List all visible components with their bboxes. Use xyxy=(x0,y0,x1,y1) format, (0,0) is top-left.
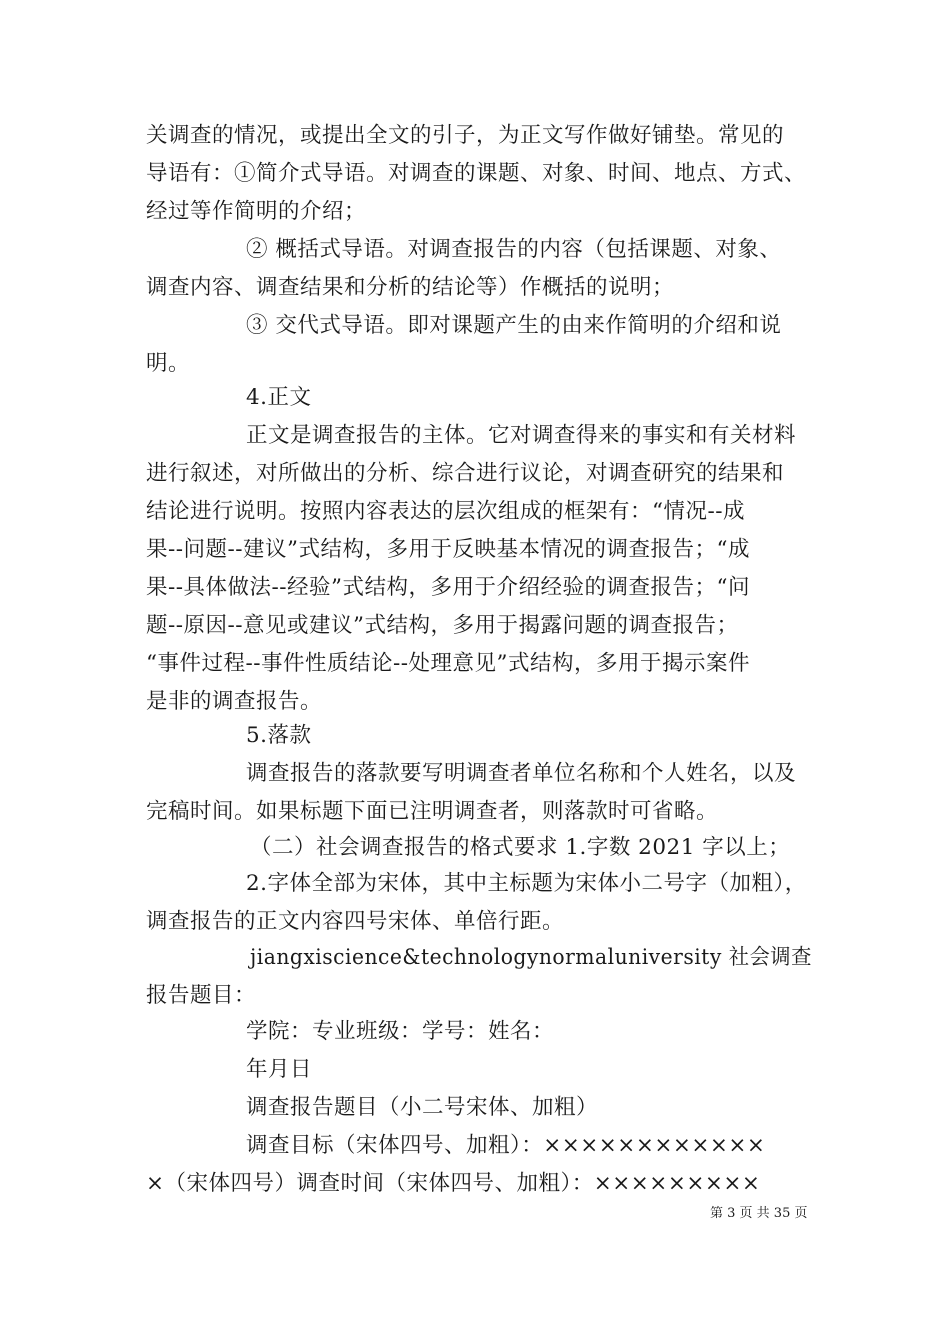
text-line: 完稿时间。如果标题下面已注明调查者，则落款时可省略。 xyxy=(146,799,719,824)
text-line: 果--具体做法--经验”式结构，多用于介绍经验的调查报告；“问 xyxy=(146,575,751,600)
text-line: 学院：专业班级：学号：姓名： xyxy=(246,1019,555,1044)
text-line: 题--原因--意见或建议”式结构，多用于揭露问题的调查报告； xyxy=(146,613,739,638)
text-line: 果--问题--建议”式结构，多用于反映基本情况的调查报告；“成 xyxy=(146,537,751,562)
text-line: 调查内容、调查结果和分析的结论等）作概括的说明； xyxy=(146,275,675,300)
text-line: （二）社会调查报告的格式要求 1.字数 2021 字以上； xyxy=(250,835,791,860)
text-line: 2.字体全部为宋体，其中主标题为宋体小二号字（加粗）， xyxy=(246,871,807,896)
section-heading: 4.正文 xyxy=(246,385,312,410)
text-line: 进行叙述，对所做出的分析、综合进行议论，对调查研究的结果和 xyxy=(146,461,785,486)
text-line: 明。 xyxy=(146,351,191,376)
page-number-footer: 第 3 页 共 35 页 xyxy=(710,1206,808,1221)
text-line: 调查报告的落款要写明调查者单位名称和个人姓名，以及 xyxy=(246,761,797,786)
text-line: 经过等作简明的介绍； xyxy=(146,199,367,224)
text-line: ③ 交代式导语。即对课题产生的由来作简明的介绍和说 xyxy=(246,313,782,338)
text-line: 关调查的情况，或提出全文的引子，为正文写作做好铺垫。常见的 xyxy=(146,123,785,148)
text-line: jiangxiscience&technologynormaluniversity 社会调查 xyxy=(250,945,812,970)
text-line: “事件过程--事件性质结论--处理意见”式结构，多用于揭示案件 xyxy=(146,651,751,676)
text-line: 报告题目： xyxy=(146,983,257,1008)
text-line: 年月日 xyxy=(246,1057,313,1082)
text-line: 导语有：①简介式导语。对调查的课题、对象、时间、地点、方式、 xyxy=(146,161,807,186)
section-heading: 5.落款 xyxy=(246,723,312,748)
text-line: 调查报告的正文内容四号宋体、单倍行距。 xyxy=(146,909,565,934)
text-line: ×（宋体四号）调查时间（宋体四号、加粗）：××××××××× xyxy=(146,1171,761,1196)
text-line: 结论进行说明。按照内容表达的层次组成的框架有：“情况--成 xyxy=(146,499,746,524)
text-line: ② 概括式导语。对调查报告的内容（包括课题、对象、 xyxy=(246,237,782,262)
text-line: 是非的调查报告。 xyxy=(146,689,323,714)
text-line: 调查报告题目（小二号宋体、加粗） xyxy=(246,1095,599,1120)
text-line: 正文是调查报告的主体。它对调查得来的事实和有关材料 xyxy=(246,423,797,448)
text-line: 调查目标（宋体四号、加粗）：×××××××××××× xyxy=(246,1133,766,1158)
